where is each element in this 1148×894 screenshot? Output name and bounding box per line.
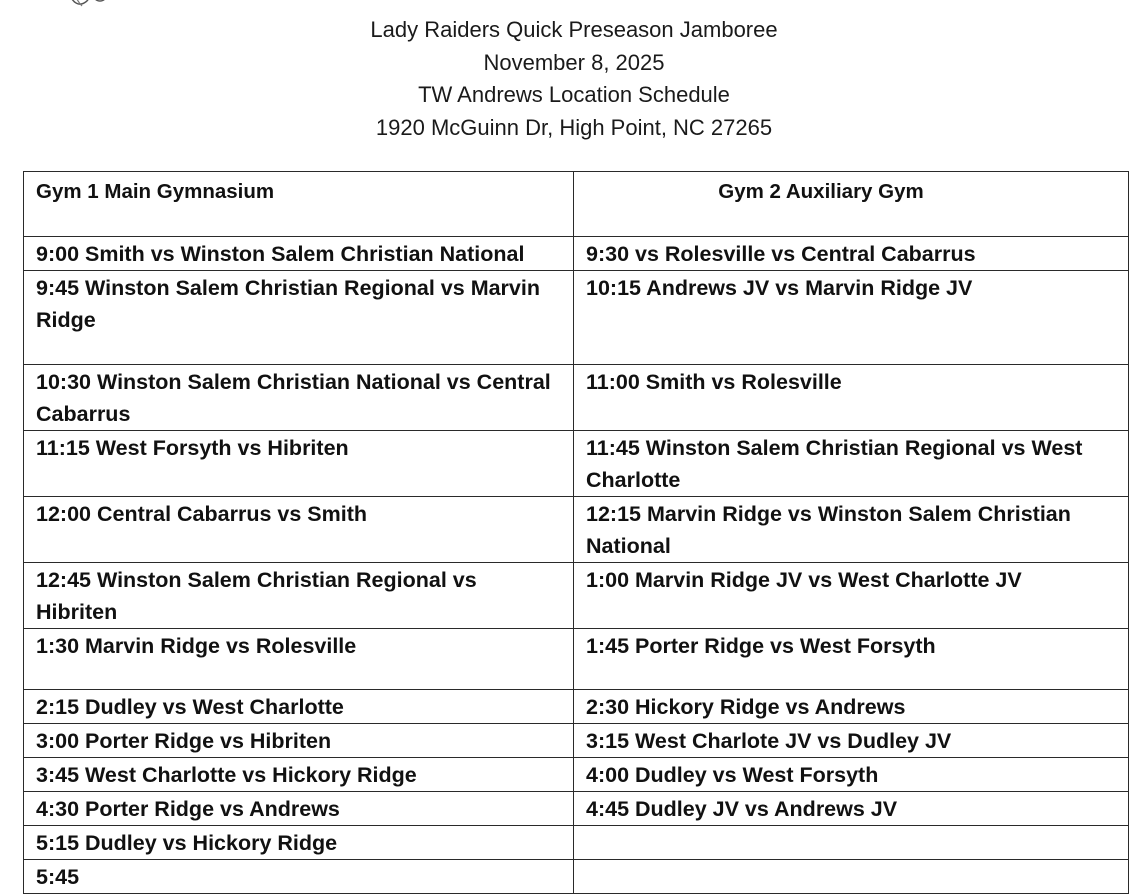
gym1-game: 5:45 (24, 860, 574, 894)
gym2-game: 10:15 Andrews JV vs Marvin Ridge JV (574, 271, 1129, 365)
gym1-game: 5:15 Dudley vs Hickory Ridge (24, 826, 574, 860)
gym2-game: 2:30 Hickory Ridge vs Andrews (574, 690, 1129, 724)
gym2-game: 11:00 Smith vs Rolesville (574, 365, 1129, 431)
gym2-game (574, 860, 1129, 894)
schedule-table (23, 171, 1129, 894)
table-row (24, 431, 1129, 497)
table-row (24, 826, 1129, 860)
gym2-game: 12:15 Marvin Ridge vs Winston Salem Christian National (574, 497, 1129, 563)
table-header-row (24, 172, 1129, 237)
table-row (24, 629, 1129, 690)
gym2-game: 1:00 Marvin Ridge JV vs West Charlotte JV (574, 563, 1129, 629)
gym1-game: 1:30 Marvin Ridge vs Rolesville (24, 629, 574, 690)
table-row (24, 271, 1129, 365)
gym1-game: 4:30 Porter Ridge vs Andrews (24, 792, 574, 826)
table-row (24, 237, 1129, 271)
gym2-game (574, 826, 1129, 860)
table-row (24, 365, 1129, 431)
gym2-game: 3:15 West Charlote JV vs Dudley JV (574, 724, 1129, 758)
gym1-game: 9:45 Winston Salem Christian Regional vs Marvin Ridge (24, 271, 574, 365)
gym1-game: 12:45 Winston Salem Christian Regional vs Hibriten (24, 563, 574, 629)
gym2-game: 4:45 Dudley JV vs Andrews JV (574, 792, 1129, 826)
gym1-game: 10:30 Winston Salem Christian National vs Central Cabarrus (24, 365, 574, 431)
gym2-game: 11:45 Winston Salem Christian Regional vs West Charlotte (574, 431, 1129, 497)
table-row (24, 497, 1129, 563)
location-name: TW Andrews Location Schedule (418, 82, 730, 107)
event-date: November 8, 2025 (483, 49, 665, 75)
gym2-game: 1:45 Porter Ridge vs West Forsyth (574, 629, 1129, 690)
gym1-game: 11:15 West Forsyth vs Hibriten (24, 431, 574, 497)
location-address: 1920 McGuinn Dr, High Point, NC 27265 (375, 114, 773, 140)
gym2-game: 9:30 vs Rolesville vs Central Cabarrus (574, 237, 1129, 271)
gym1-game: 9:00 Smith vs Winston Salem Christian National (24, 237, 574, 271)
table-row (24, 690, 1129, 724)
gym1-game: 3:00 Porter Ridge vs Hibriten (24, 724, 574, 758)
table-row (24, 758, 1129, 792)
gym1-game: 2:15 Dudley vs West Charlotte (24, 690, 574, 724)
raider-logo-icon (62, 0, 122, 12)
table-row (24, 792, 1129, 826)
event-title: Lady Raiders Quick Preseason Jamboree (370, 17, 778, 42)
table-row (24, 563, 1129, 629)
table-row (24, 860, 1129, 894)
document-header (0, 14, 1148, 144)
gym1-game: 12:00 Central Cabarrus vs Smith (24, 497, 574, 563)
gym1-game: 3:45 West Charlotte vs Hickory Ridge (24, 758, 574, 792)
gym1-heading: Gym 1 Main Gymnasium (24, 172, 574, 237)
gym2-heading: Gym 2 Auxiliary Gym (574, 172, 1129, 237)
gym2-game: 4:00 Dudley vs West Forsyth (574, 758, 1129, 792)
table-row (24, 724, 1129, 758)
